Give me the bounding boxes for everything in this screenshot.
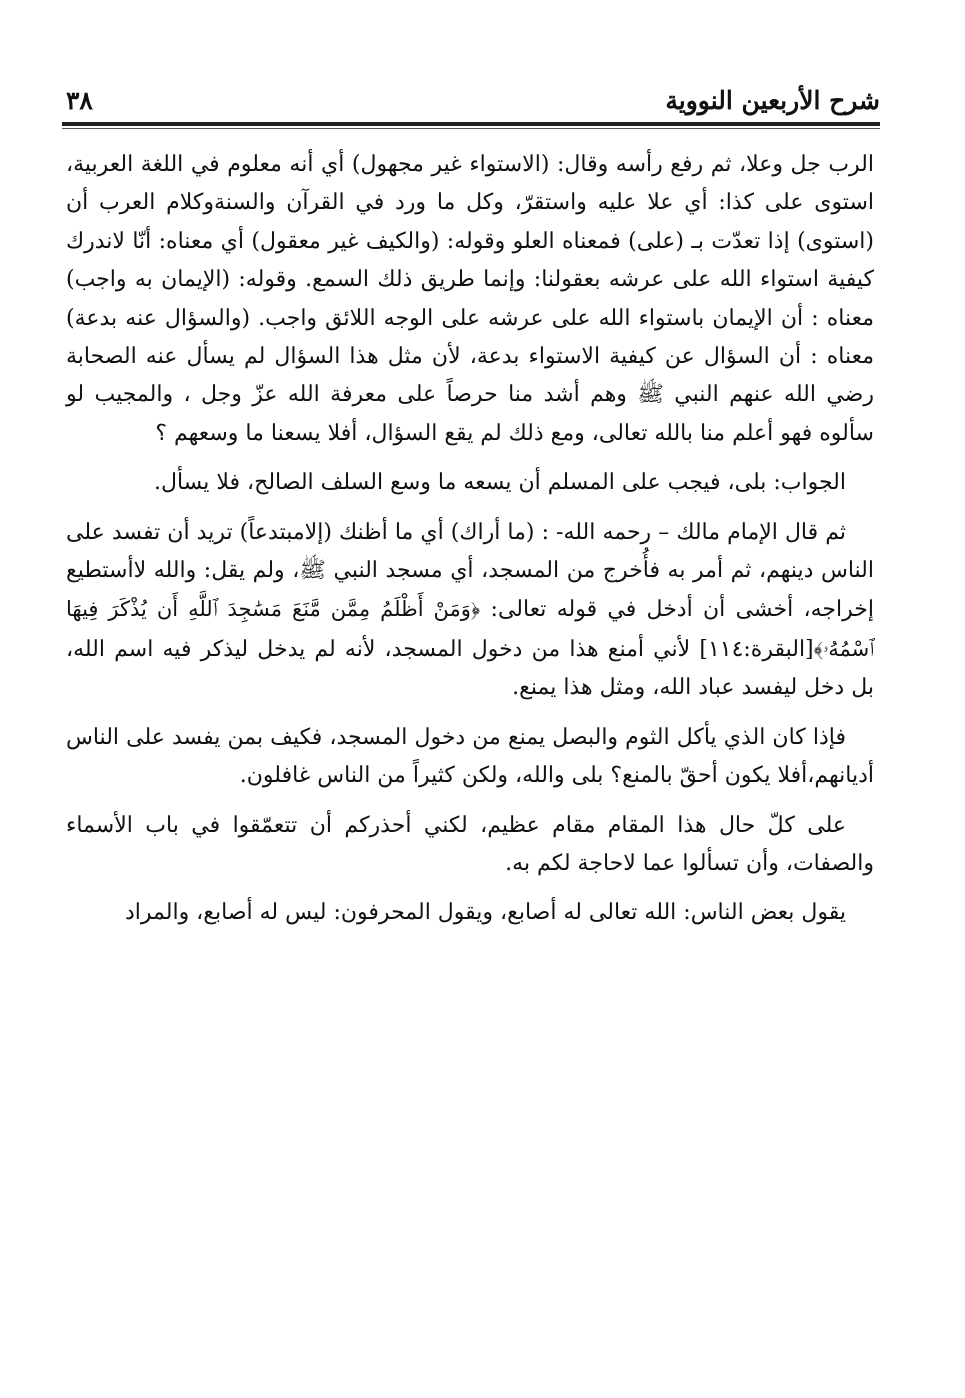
running-title: شرح الأربعين النووية bbox=[665, 86, 880, 115]
paragraph-1: الرب جل وعلا، ثم رفع رأسه وقال: (الاستواء غير مجهول) أي أنه معلوم في اللغة العربية، استوى على كذا: أي علا عليه واستقرّ، وكل ما ورد في القرآن والسنةوكلام العرب أن (استوى) إذا تعدّت بـ (على) فمعناه العلو وقوله: (والكيف غير معقول) أي معناه: أنّا لاندرك كيفية استواء الله على عرشه بعقولنا: وإنما طريق ذلك السمع. وقوله: (الإيمان به واجب) معناه : أن الإيمان باستواء الله على عرشه على الوجه اللائق واجب. (والسؤال عنه بدعة) معناه : أن السؤال عن كيفية الاستواء بدعة، لأن مثل هذا السؤال لم يسأل عنه الصحابة رضي الله عنهم النبي ﷺ وهم أشد منا حرصاً على معرفة الله عزّ وجل ، والمجيب لو سألوه فهو أعلم منا بالله تعالى، ومع ذلك لم يقع السؤال، أفلا يسعنا ما وسعهم ؟ bbox=[66, 152, 874, 446]
paragraph-3-text-before: ثم قال الإمام مالك – رحمه الله- : (ما أراك) أي ما أظنك (إلامبتدعاً) تريد أن تفسد على الناس دينهم، ثم أمر به فأُخرج من المسجد، أي مسجد النبي ﷺ، ولم يقل: والله لاأستطيع إخراجه، أخشى أن أدخل في قوله تعالى: bbox=[66, 519, 874, 623]
paragraph-2: الجواب: بلى، فيجب على المسلم أن يسعه ما وسع السلف الصالح، فلا يسأل. bbox=[153, 470, 846, 496]
quran-verse: ﴿وَمَنْ أَظْلَمُ مِمَّن مَّنَعَ مَسَٰجِدَ ٱللَّهِ أَن يُذْكَرَ فِيهَا ٱسْمُهُۥ﴾ bbox=[66, 597, 874, 661]
paragraph-6: يقول بعض الناس: الله تعالى له أصابع، ويقول المحرفون: ليس له أصابع، والمراد bbox=[124, 900, 846, 926]
header-rule-thick bbox=[62, 122, 880, 126]
header-rule-thin bbox=[62, 128, 880, 129]
page-header bbox=[62, 84, 880, 128]
body-text bbox=[66, 146, 874, 944]
paragraph-3 bbox=[66, 514, 874, 708]
paragraph-5: على كلّ حال هذا المقام مقام عظيم، لكني أحذركم أن تتعمّقوا في باب الأسماء والصفات، وأن تسألوا عما لاحاجة لكم به. bbox=[66, 812, 874, 876]
paragraph-3-text-after: [البقرة:١١٤] لأني أمنع هذا من دخول المسجد، لأنه لم يدخل ليذكر فيه اسم الله، بل دخل ليفسد عباد الله، ومثل هذا يمنع. bbox=[66, 636, 874, 701]
page-number: ٣٨ bbox=[66, 86, 93, 115]
paragraph-4: فإذا كان الذي يأكل الثوم والبصل يمنع من دخول المسجد، فكيف بمن يفسد على الناس أديانهم،أفلا يكون أحقّ بالمنع؟ بلى والله، ولكن كثيراً من الناس غافلون. bbox=[66, 724, 874, 789]
